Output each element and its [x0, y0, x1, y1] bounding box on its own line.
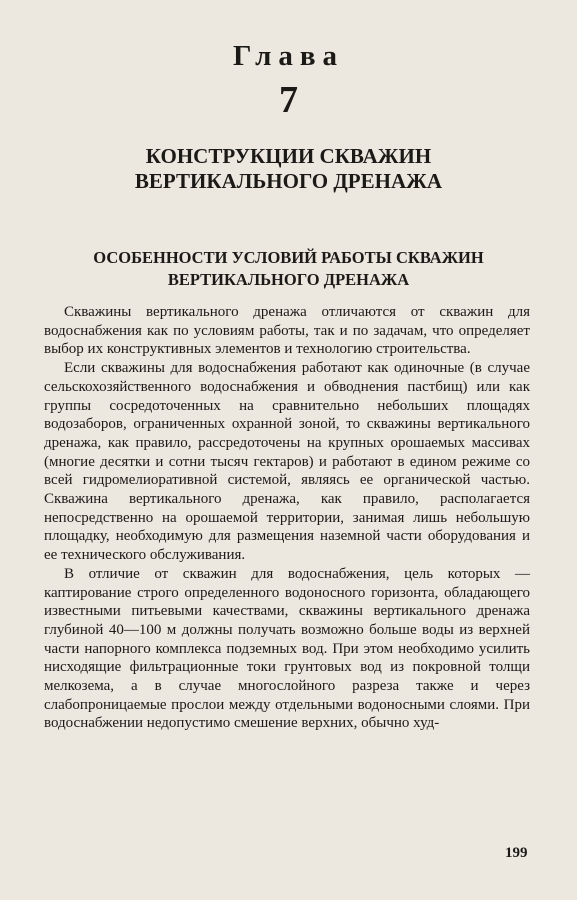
- paragraph-2: Если скважины для водоснабжения работают как одиночные (в случае сельскохозяйственного водоснабжения и обводнения пастбищ) или как группы сосредоточенных на сравнительно небольших площадях водозаборов, ограниченных охранной зоной, то скважины вертикального дренажа, как правило, рассредоточены на крупных орошаемых массивах (многие десятки и сотни тысяч гектаров) и работают в едином режиме со всей гидромелиоративной системой, являясь ее органической частью. Скважина вертикального дренажа, как правило, располагается непосредственно на орошаемой территории, занимая лишь небольшую площадку, необходимую для размещения наземной части оборудования и ее технического обслуживания.: [44, 360, 530, 564]
- chapter-label: Глава: [232, 40, 345, 72]
- section-title: [0, 247, 577, 291]
- page-number: 199: [505, 845, 528, 861]
- chapter-title-line-1: КОНСТРУКЦИИ СКВАЖИН: [145, 144, 432, 168]
- section-title-line-1: ОСОБЕННОСТИ УСЛОВИЙ РАБОТЫ СКВАЖИН: [93, 248, 484, 267]
- paragraph-3: В отличие от скважин для водоснабжения, цель которых — каптирование строго определенного водоносного горизонта, обладающего известными питьевыми качествами, скважины вертикального дренажа глубиной 40—100 м должны получать возможно больше воды из верхней части напорного комплекса подземных вод. При этом необходимо усилить нисходящие фильтрационные токи грунтовых вод из покровной толщи мелкозема, а в случае многослойного разреза также и через слабопроницаемые прослои между отдельными водоносными слоями. При водоснабжении недопустимо смешение верхних, обычно худ-: [44, 565, 530, 732]
- chapter-title: [0, 144, 577, 194]
- chapter-title-line-2: ВЕРТИКАЛЬНОГО ДРЕНАЖА: [134, 169, 443, 193]
- paragraph-1: Скважины вертикального дренажа отличаются от скважин для водоснабжения как по условиям работы, так и по задачам, что определяет выбор их конструктивных элементов и технологию строительства.: [44, 304, 530, 358]
- section-title-line-2: ВЕРТИКАЛЬНОГО ДРЕНАЖА: [167, 270, 410, 289]
- chapter-number: 7: [279, 79, 298, 121]
- body-text: [44, 303, 530, 733]
